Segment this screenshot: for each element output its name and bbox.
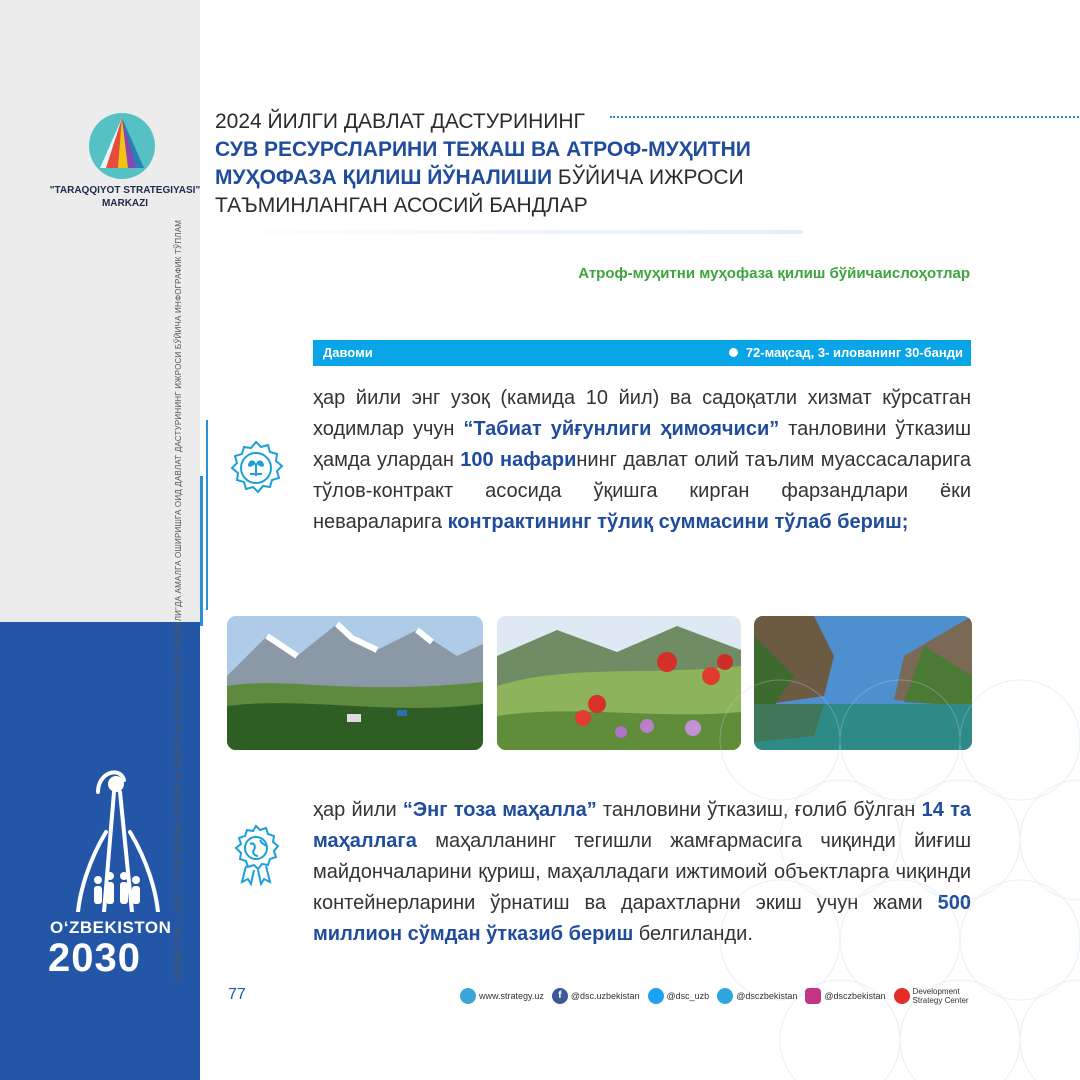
title-line3-rest: БЎЙИЧА ИЖРОСИ <box>552 166 744 189</box>
footer-telegram-text: @dsczbekistan <box>736 991 798 1001</box>
footer-facebook[interactable] <box>552 988 640 1004</box>
org-name-line1: "TARAQQIYOT STRATEGIYASI" <box>49 185 201 196</box>
youtube-icon <box>894 988 910 1004</box>
title-line4: ТАЪМИНЛАНГАН АСОСИЙ БАНДЛАР <box>215 194 588 217</box>
para2-text3: маҳалланинг тегишли жамғармасига чиқинди йиғиш майдончаларини қуриш, маҳалладаги ижтимоий объектларга чиқинди контейнерларини ўрнатиш ва дарахтларни экиш учун жами <box>313 830 971 914</box>
title-line3 <box>215 164 815 192</box>
para1-bold1: “Табиат уйғунлиги ҳимоячиси” <box>463 418 780 440</box>
para1-bold2: 100 нафари <box>460 449 577 471</box>
decorative-pattern <box>660 620 1080 1080</box>
para2-bold2: 14 та маҳаллага <box>313 799 971 852</box>
para2-text1: ҳар йили <box>313 799 403 821</box>
para2-text4: белгиланди. <box>633 923 753 945</box>
footer-youtube-line2: Strategy Center <box>912 996 969 1005</box>
accent-line <box>200 476 203 626</box>
accent-line <box>206 420 208 610</box>
telegram-icon <box>717 988 733 1004</box>
para1-bold3: контрактининг тўлиқ суммасини тўлаб бериш; <box>447 511 909 533</box>
uzbekistan-2030-emblem-icon <box>58 762 178 912</box>
left-panel-top <box>0 0 200 622</box>
org-name <box>30 184 220 210</box>
globe-icon <box>460 988 476 1004</box>
section-subheading: Атроф-муҳитни муҳофаза қилиш бўйичаислоҳотлар <box>578 265 970 282</box>
page-title <box>215 108 815 220</box>
footer-website-text: www.strategy.uz <box>479 991 544 1001</box>
para1-text2: танловини ўтказиш ҳамда улардан <box>313 418 972 471</box>
footer-youtube-line1: Development <box>912 987 960 996</box>
para1-text3: нинг давлат олий таълим муассасаларига тўлов-контракт асосида ўқишга кирган фарзандлари ёки невараларига <box>313 449 971 533</box>
footer-telegram[interactable] <box>717 988 797 1004</box>
section-bar <box>313 340 971 366</box>
globe-award-ribbon-icon <box>232 824 280 886</box>
brand-word: O‘ZBEKISTON <box>50 918 172 937</box>
bullet-dot-icon <box>729 348 738 357</box>
title-line1: 2024 ЙИЛГИ ДАВЛАТ ДАСТУРИНИНГ <box>215 110 585 133</box>
footer-website[interactable] <box>460 988 544 1004</box>
bar-continued-label: Давоми <box>323 345 373 360</box>
para2-bold3: 500 миллион сўмдан ўтказиб бериш <box>313 892 971 945</box>
instagram-icon <box>805 988 821 1004</box>
twitter-icon <box>648 988 664 1004</box>
photo-mountain-forest <box>227 616 483 750</box>
side-caption: “ЎЗБЕКИСТОН — 2030” СТРАТЕГИЯСИНИ “ЁШЛАР ВА БИЗНЕСНИ ҚЎЛЛАБ-ҚУВВАТЛАШ ЙИЛИ”ДА АМАЛГА ОШИРИШГА ОИД ДАВЛАТ ДАСТУРИНИНГ ИЖРОСИ БЎЙИЧА ИНФОГРАФИК ТЎПЛАМ <box>174 219 183 985</box>
footer-instagram-text: @dsczbekistan <box>824 991 886 1001</box>
footer-twitter[interactable] <box>648 988 710 1004</box>
header-underline <box>203 230 803 234</box>
footer-youtube[interactable] <box>894 987 969 1005</box>
footer-social-links <box>460 984 977 1008</box>
title-line2: СУВ РЕСУРСЛАРИНИ ТЕЖАШ ВА АТРОФ-МУҲИТНИ <box>215 138 751 161</box>
footer-youtube-text <box>913 987 969 1005</box>
org-name-line2: MARKAZI <box>101 198 149 209</box>
footer-facebook-text: @dsc.uzbekistan <box>570 991 640 1001</box>
facebook-icon: f <box>552 988 568 1004</box>
brand-year: 2030 <box>48 936 141 980</box>
paragraph-1 <box>313 383 971 538</box>
para1-text1: ҳар йили энг узоқ (камида 10 йил) ва садоқатли хизмат кўрсатган ходимлар учун <box>313 387 971 440</box>
title-line3-bold: МУҲОФАЗА ҚИЛИШ ЙЎНАЛИШИ <box>215 166 553 189</box>
eco-leaf-badge-icon <box>228 440 284 496</box>
footer-twitter-text: @dsc_uzb <box>666 991 710 1001</box>
dsc-logo-icon <box>88 112 156 180</box>
footer-instagram[interactable] <box>805 988 885 1004</box>
para2-text2: танловини ўтказиш, ғолиб бўлган <box>596 799 922 821</box>
para2-bold1: “Энг тоза маҳалла” <box>402 799 597 821</box>
bar-reference-text: 72-мақсад, 3- илованинг 30-банди <box>745 345 963 360</box>
bar-reference <box>729 345 963 360</box>
page-number: 77 <box>228 986 246 1003</box>
